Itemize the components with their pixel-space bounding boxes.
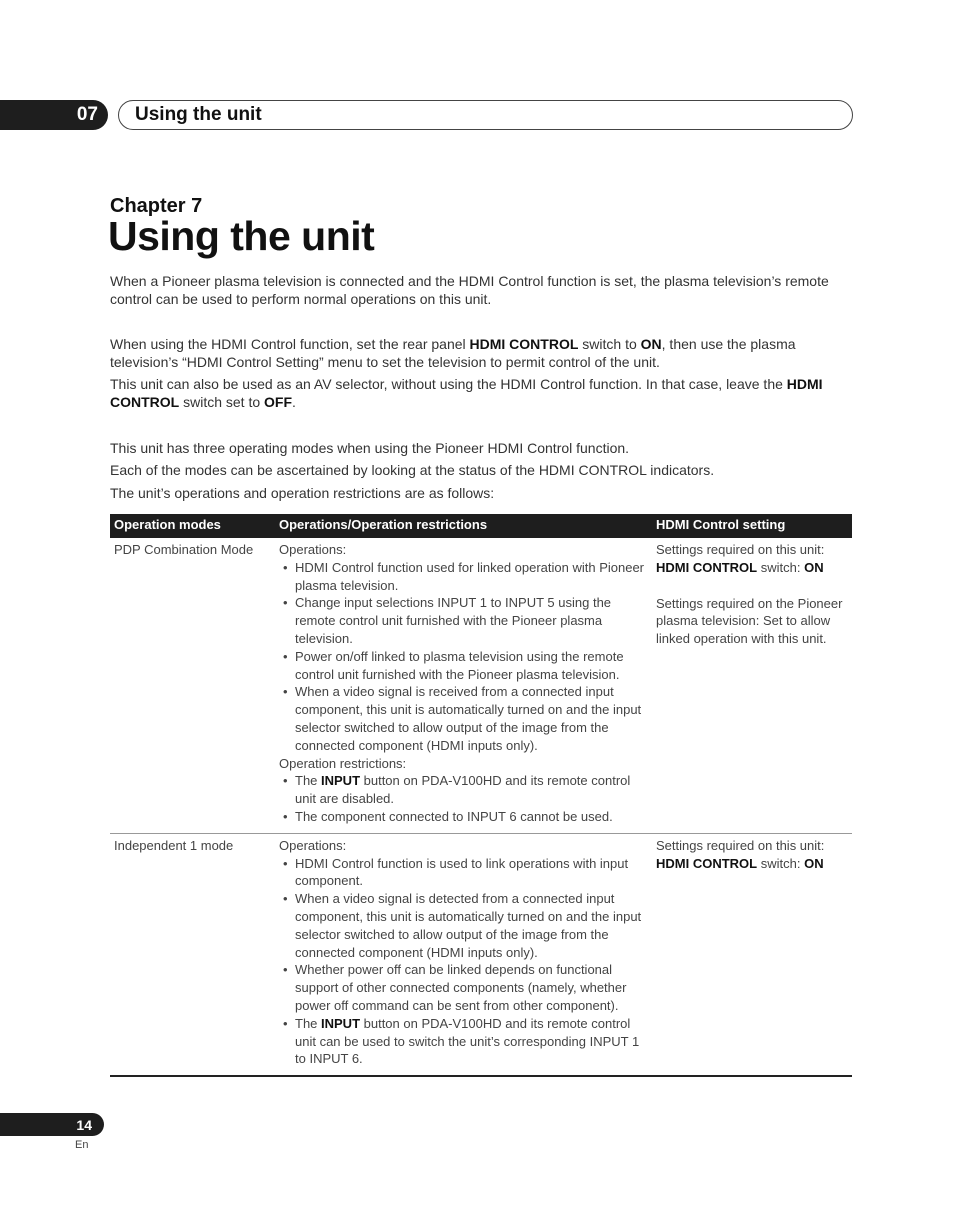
- mode-cell: Independent 1 mode: [110, 833, 275, 1076]
- language-label: En: [75, 1139, 89, 1151]
- setting-line: Settings required on this unit:: [656, 542, 825, 557]
- operations-cell: [275, 833, 652, 1076]
- setting-line: Settings required on this unit:: [656, 837, 825, 853]
- section-title-bar: [118, 100, 853, 130]
- indicators-paragraph: Each of the modes can be ascertained by looking at the status of the HDMI CONTROL indicators.: [110, 462, 715, 478]
- header-hdmi-control-setting: HDMI Control setting: [652, 514, 852, 538]
- page-number-tab: 14: [0, 1113, 104, 1136]
- list-item: • Change input selections INPUT 1 to INPUT 5 using the remote control unit furnished with the Pioneer plasma television.: [279, 594, 648, 647]
- section-title: Using the unit: [135, 104, 262, 125]
- list-item: • HDMI Control function is used to link operations with input component.: [279, 855, 648, 891]
- operation-modes-table: [110, 514, 852, 1077]
- operations-label: Operations:: [279, 837, 347, 853]
- table-row: [110, 538, 852, 833]
- operations-label: Operations:: [279, 542, 347, 557]
- operations-intro-paragraph: The unit’s operations and operation restrictions are as follows:: [110, 485, 495, 501]
- chapter-number-tab: 07: [0, 100, 108, 130]
- list-item: • The component connected to INPUT 6 cannot be used.: [279, 808, 648, 826]
- list-item: • When a video signal is received from a connected input component, this unit is automatically turned on and the input selector switched to allow output of the image from the connected component (HDMI inputs only).: [279, 683, 648, 754]
- mode-cell: PDP Combination Mode: [110, 538, 275, 833]
- list-item: • The INPUT button on PDA-V100HD and its remote control unit can be used to switch the unit’s corresponding INPUT 1 to INPUT 6.: [279, 1015, 648, 1068]
- table-row: [110, 833, 852, 1076]
- setting-switch: HDMI CONTROL switch: ON: [656, 559, 824, 575]
- page-title: Using the unit: [108, 213, 375, 259]
- intro-paragraph: When a Pioneer plasma television is connected and the HDMI Control function is set, the plasma television’s remote control can be used to perform normal operations on this unit.: [110, 273, 829, 307]
- list-item: • HDMI Control function used for linked operation with Pioneer plasma television.: [279, 559, 648, 595]
- header-operations: Operations/Operation restrictions: [275, 514, 652, 538]
- av-selector-paragraph: This unit can also be used as an AV selector, without using the HDMI Control function. In that case, leave the HDMI CONTROL switch set to OFF.: [110, 376, 823, 410]
- chapter-label: Chapter 7: [110, 195, 203, 217]
- setting-switch: HDMI CONTROL switch: ON: [656, 855, 824, 871]
- setting-line: Settings required on the Pioneer plasma television: Set to allow linked operation with this unit.: [656, 595, 843, 647]
- list-item: • The INPUT button on PDA-V100HD and its remote control unit are disabled.: [279, 772, 648, 808]
- hdmi-control-paragraph: When using the HDMI Control function, set the rear panel HDMI CONTROL switch to ON, then use the plasma television’s “HDMI Control Setting” menu to set the television to permit control of the unit.: [110, 336, 796, 370]
- header-operation-modes: Operation modes: [110, 514, 275, 538]
- list-item: • Power on/off linked to plasma television using the remote control unit furnished with the Pioneer plasma television.: [279, 648, 648, 684]
- list-item: • Whether power off can be linked depends on functional support of other connected components (namely, whether power off command can be sent from other component).: [279, 961, 648, 1014]
- modes-paragraph: This unit has three operating modes when using the Pioneer HDMI Control function.: [110, 440, 630, 456]
- setting-cell: [652, 833, 852, 1076]
- restrictions-label: Operation restrictions:: [279, 755, 407, 771]
- list-item: • When a video signal is detected from a connected input component, this unit is automatically turned on and the input selector switched to allow output of the image from the connected component (HDMI inputs only).: [279, 890, 648, 961]
- operations-cell: [275, 538, 652, 833]
- table-header-row: [110, 514, 852, 538]
- setting-cell: [652, 538, 852, 833]
